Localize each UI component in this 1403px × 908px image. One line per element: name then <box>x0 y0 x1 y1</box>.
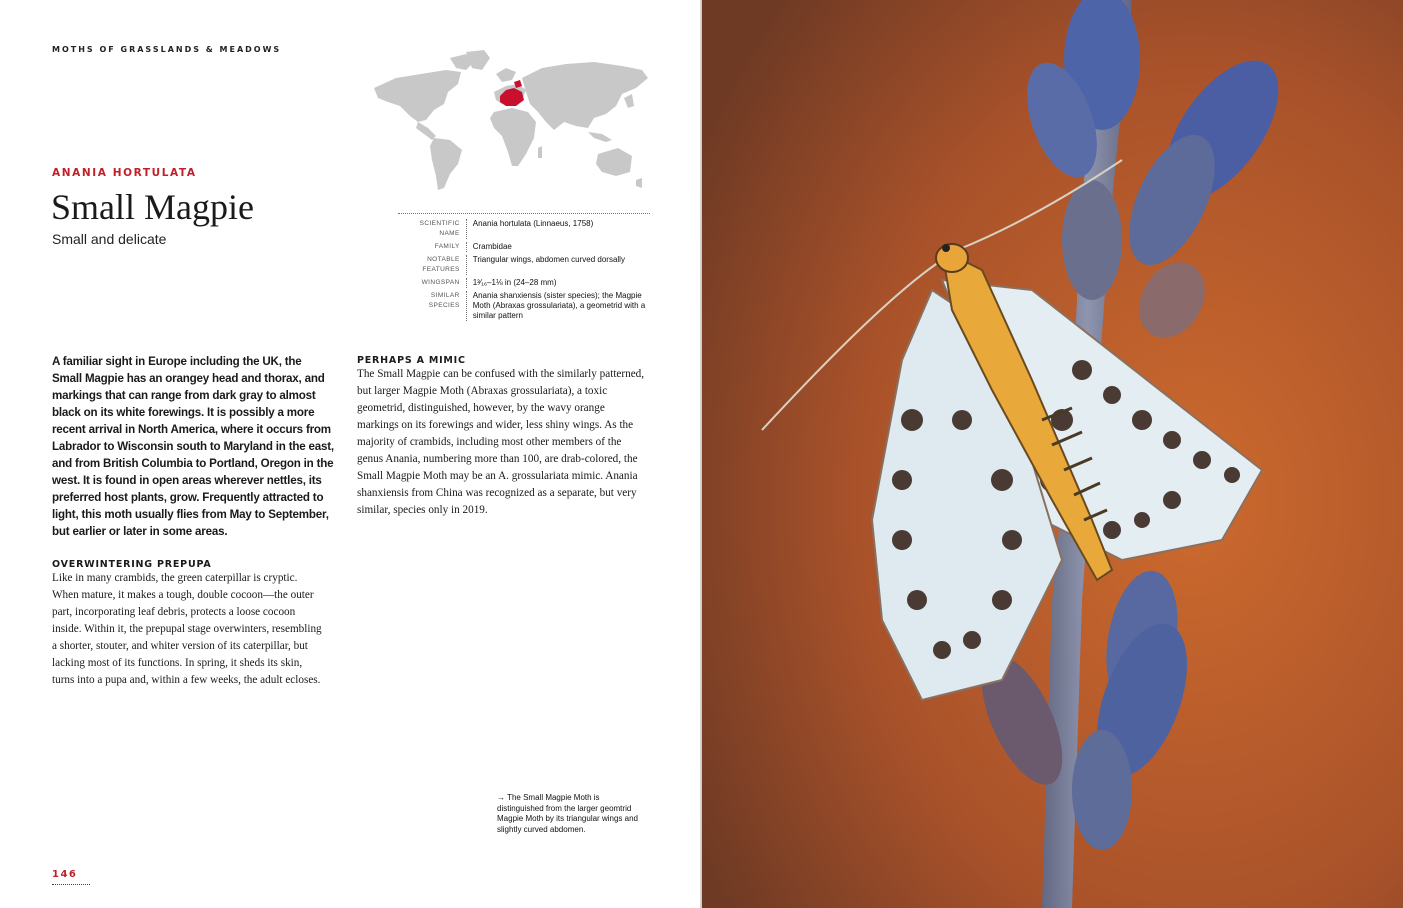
moth-photograph <box>702 0 1403 908</box>
fact-label: NOTABLE FEATURES <box>398 255 467 275</box>
fact-row <box>398 291 650 321</box>
fact-label: SIMILAR SPECIES <box>398 291 467 321</box>
page-title: Small Magpie <box>51 187 254 227</box>
fact-row <box>398 242 650 252</box>
arrow-right-icon: → <box>497 793 505 802</box>
section-heading: PERHAPS A MIMIC <box>357 355 466 366</box>
right-page-photo <box>702 0 1403 908</box>
species-range <box>500 80 524 106</box>
section-overwintering <box>52 559 324 689</box>
world-map-landmasses <box>374 50 648 190</box>
photo-caption <box>497 793 647 835</box>
world-distribution-map <box>366 48 652 194</box>
section-heading: OVERWINTERING PREPUPA <box>52 559 212 570</box>
fact-label: FAMILY <box>398 242 467 252</box>
fact-value: Anania shanxiensis (sister species); the Magpie Moth (Abraxas grossulariata), a geometrid with a similar pattern <box>472 291 646 320</box>
fact-value: Triangular wings, abdomen curved dorsally <box>472 255 625 264</box>
scientific-name: ANANIA HORTULATA <box>52 167 197 179</box>
fact-row <box>398 219 650 239</box>
running-head: MOTHS OF GRASSLANDS & MEADOWS <box>52 45 282 54</box>
fact-box-divider <box>398 213 650 214</box>
section-body: The Small Magpie can be confused with the similarly patterned, but larger Magpie Moth (Abraxas grossulariata), a toxic geometrid, distinguished, however, by the wavy orange markings on its forewings and wider, less shiny wings. As the majority of crambids, including most other members of the genus Anania, numbering more than 100, are drab-colored, the Small Magpie Moth may be an A. grossulariata mimic. Anania shanxiensis from China was recognized as a separate, but very similar, species only in 2019. <box>357 368 645 516</box>
fact-label: WINGSPAN <box>398 278 467 288</box>
subtitle: Small and delicate <box>52 231 167 247</box>
fact-value: 1³⁄₁₆–1⅛ in (24–28 mm) <box>472 278 557 287</box>
page-number: 146 <box>52 869 78 880</box>
section-mimic <box>357 355 647 519</box>
fact-value: Anania hortulata (Linnaeus, 1758) <box>472 219 594 228</box>
fact-box <box>398 213 650 324</box>
caption-text: The Small Magpie Moth is distinguished from the larger geomtrid Magpie Moth by its triangular wings and slightly curved abdomen. <box>497 793 638 834</box>
page-number-rule <box>52 884 90 885</box>
intro-paragraph: A familiar sight in Europe including the UK, the Small Magpie has an orangey head and thorax, and markings that can range from dark gray to almost black on its white forewings. It is possibly a more recent arrival in North America, where it occurs from Labrador to Wisconsin south to Maryland in the east, and from British Columbia to Portland, Oregon in the west. It is found in open areas wherever nettles, its preferred host plants, grow. Frequently attracted to light, this moth usually flies from May to September, but earlier or later in some areas. <box>52 355 334 538</box>
fact-value: Crambidae <box>472 242 512 251</box>
fact-row <box>398 255 650 275</box>
section-body: Like in many crambids, the green caterpillar is cryptic. When mature, it makes a tough, double cocoon—the outer part, incorporating leaf debris, protects a loose cocoon inside. Within it, the prepupal stage overwinters, resembling a shorter, stouter, and whiter version of its caterpillar, but lacking most of its functions. In spring, it sheds its skin, turns into a pupa and, within a few weeks, the adult ecloses. <box>52 572 322 686</box>
fact-row <box>398 278 650 288</box>
fact-label: SCIENTIFIC NAME <box>398 219 467 239</box>
